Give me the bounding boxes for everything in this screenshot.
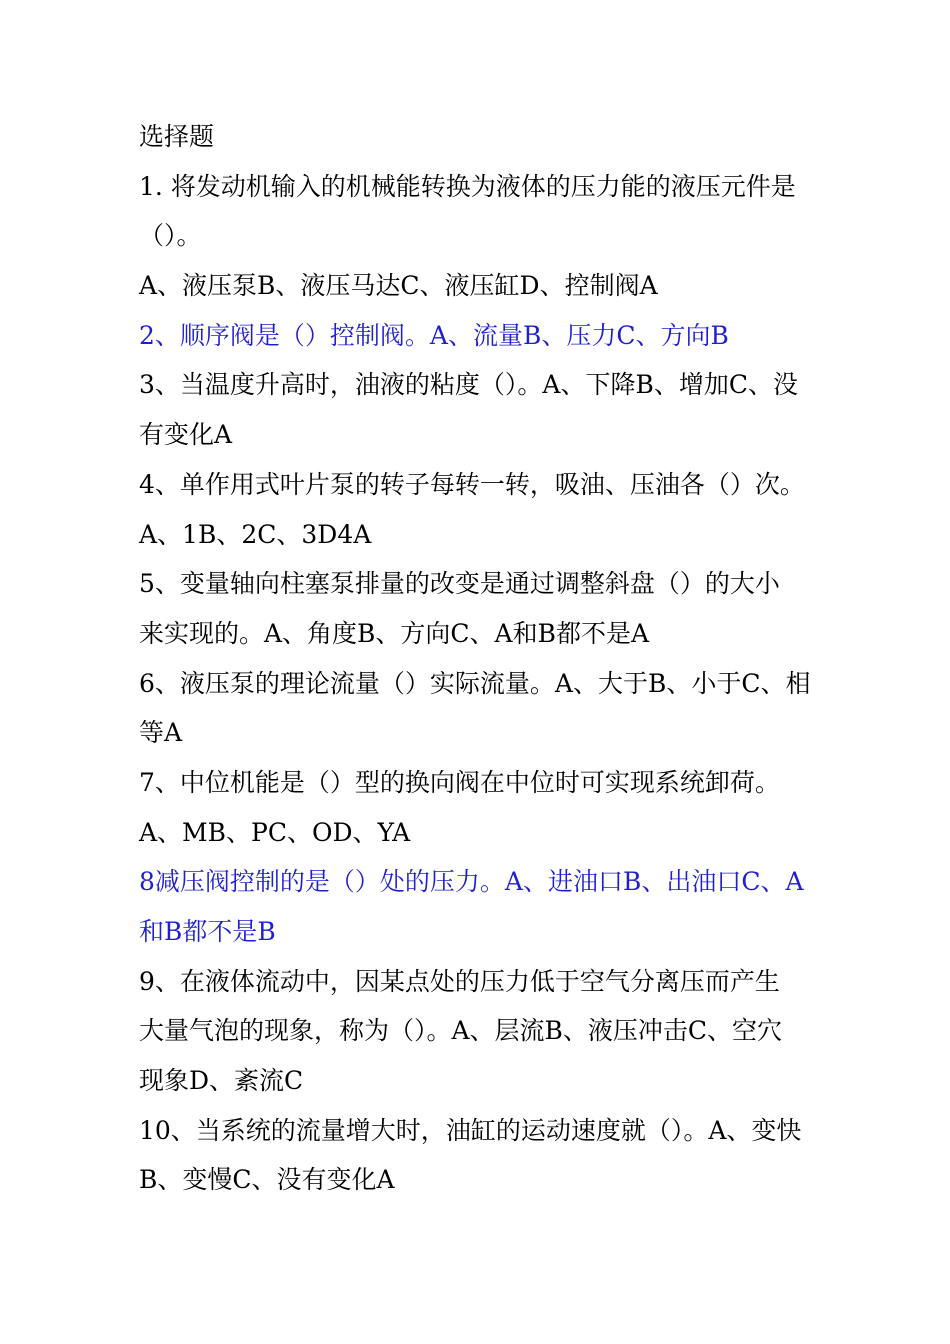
question-9-line-1: 9、在液体流动中，因某点处的压力低于空气分离压而产生 xyxy=(139,966,780,996)
question-3-line-1: 3、当温度升高时，油液的粘度（）。A、下降B、增加C、没 xyxy=(139,370,798,400)
question-4-line-1: 4、单作用式叶片泵的转子每转一转，吸油、压油各（）次。 xyxy=(139,469,805,499)
question-3-line-2: 有变化A xyxy=(139,420,233,450)
question-list xyxy=(139,112,829,1205)
question-9-line-3: 现象D、紊流C xyxy=(139,1066,304,1096)
question-7-line-1: 7、中位机能是（）型的换向阀在中位时可实现系统卸荷。 xyxy=(139,767,780,797)
question-5-line-2: 来实现的。A、角度B、方向C、A和B都不是A xyxy=(139,618,650,648)
question-5-line-1: 5、变量轴向柱塞泵排量的改变是通过调整斜盘（）的大小 xyxy=(139,569,780,599)
question-1-options: A、液压泵B、液压马达C、液压缸D、控制阀A xyxy=(139,271,658,301)
question-6-line-2: 等A xyxy=(139,718,183,748)
question-8-line-1: 8减压阀控制的是（）处的压力。A、进油口B、出油口C、A xyxy=(139,867,804,897)
question-6-line-1: 6、液压泵的理论流量（）实际流量。A、大于B、小于C、相 xyxy=(139,668,811,698)
question-7-options: A、MB、PC、OD、YA xyxy=(139,817,411,847)
question-2: 2、顺序阀是（）控制阀。A、流量B、压力C、方向B xyxy=(139,320,729,350)
question-9-line-2: 大量气泡的现象，称为（）。A、层流B、液压冲击C、空穴 xyxy=(139,1016,783,1046)
question-8-line-2: 和B都不是B xyxy=(139,917,276,946)
question-10-line-2: B、变慢C、没有变化A xyxy=(139,1165,395,1195)
section-heading: 选择题 xyxy=(139,122,215,151)
question-10-line-1: 10、当系统的流量增大时，油缸的运动速度就（）。A、变快 xyxy=(139,1115,802,1145)
question-1-line-1: 1. 将发动机输入的机械能转换为液体的压力能的液压元件是 xyxy=(139,171,796,201)
question-4-options: A、1B、2C、3D4A xyxy=(139,519,372,549)
question-1-line-2: （）。 xyxy=(139,221,202,251)
